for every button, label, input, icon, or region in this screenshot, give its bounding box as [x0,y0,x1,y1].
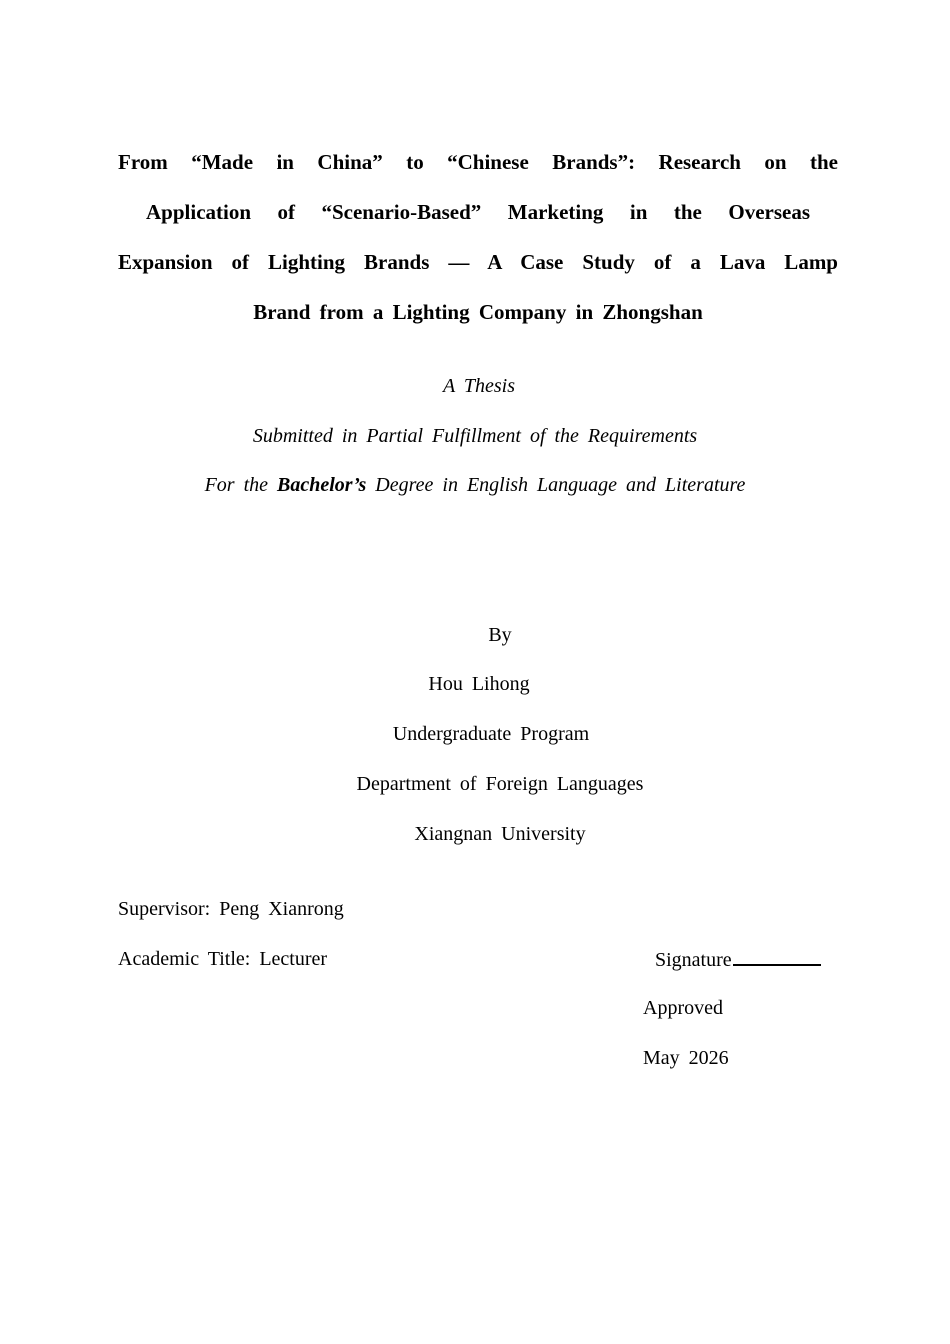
degree-statement [0,472,950,498]
degree-suffix: Degree in English Language and Literature [375,474,746,496]
approval-date: May 2026 [643,1047,729,1069]
author-name: Hou Lihong [428,673,530,695]
signature-line [655,946,821,973]
university-name: Xiangnan University [414,823,586,845]
title-line-1: From “Made in China” to “Chinese Brands”: Research on the [118,150,838,174]
department-name: Department of Foreign Languages [356,773,644,795]
program-name: Undergraduate Program [392,723,590,745]
academic-title-line: Academic Title: Lecturer [118,948,328,970]
title-line-4: Brand from a Lighting Company in Zhongshan [253,300,703,324]
approved-label: Approved [643,997,723,1019]
thesis-label: A Thesis [443,375,515,397]
title-line-3: Expansion of Lighting Brands — A Case Study of a Lava Lamp [118,250,838,274]
degree-level: Bachelor’s [277,474,367,496]
by-label: By [488,624,512,646]
title-line-2: Application of “Scenario-Based” Marketing in the Overseas [146,200,810,224]
supervisor-line: Supervisor: Peng Xianrong [118,898,344,920]
thesis-title [118,137,838,337]
submission-statement: Submitted in Partial Fulfillment of the Requirements [252,425,698,447]
degree-prefix: For the [204,474,268,496]
signature-label: Signature [655,949,732,971]
signature-blank [733,946,821,966]
